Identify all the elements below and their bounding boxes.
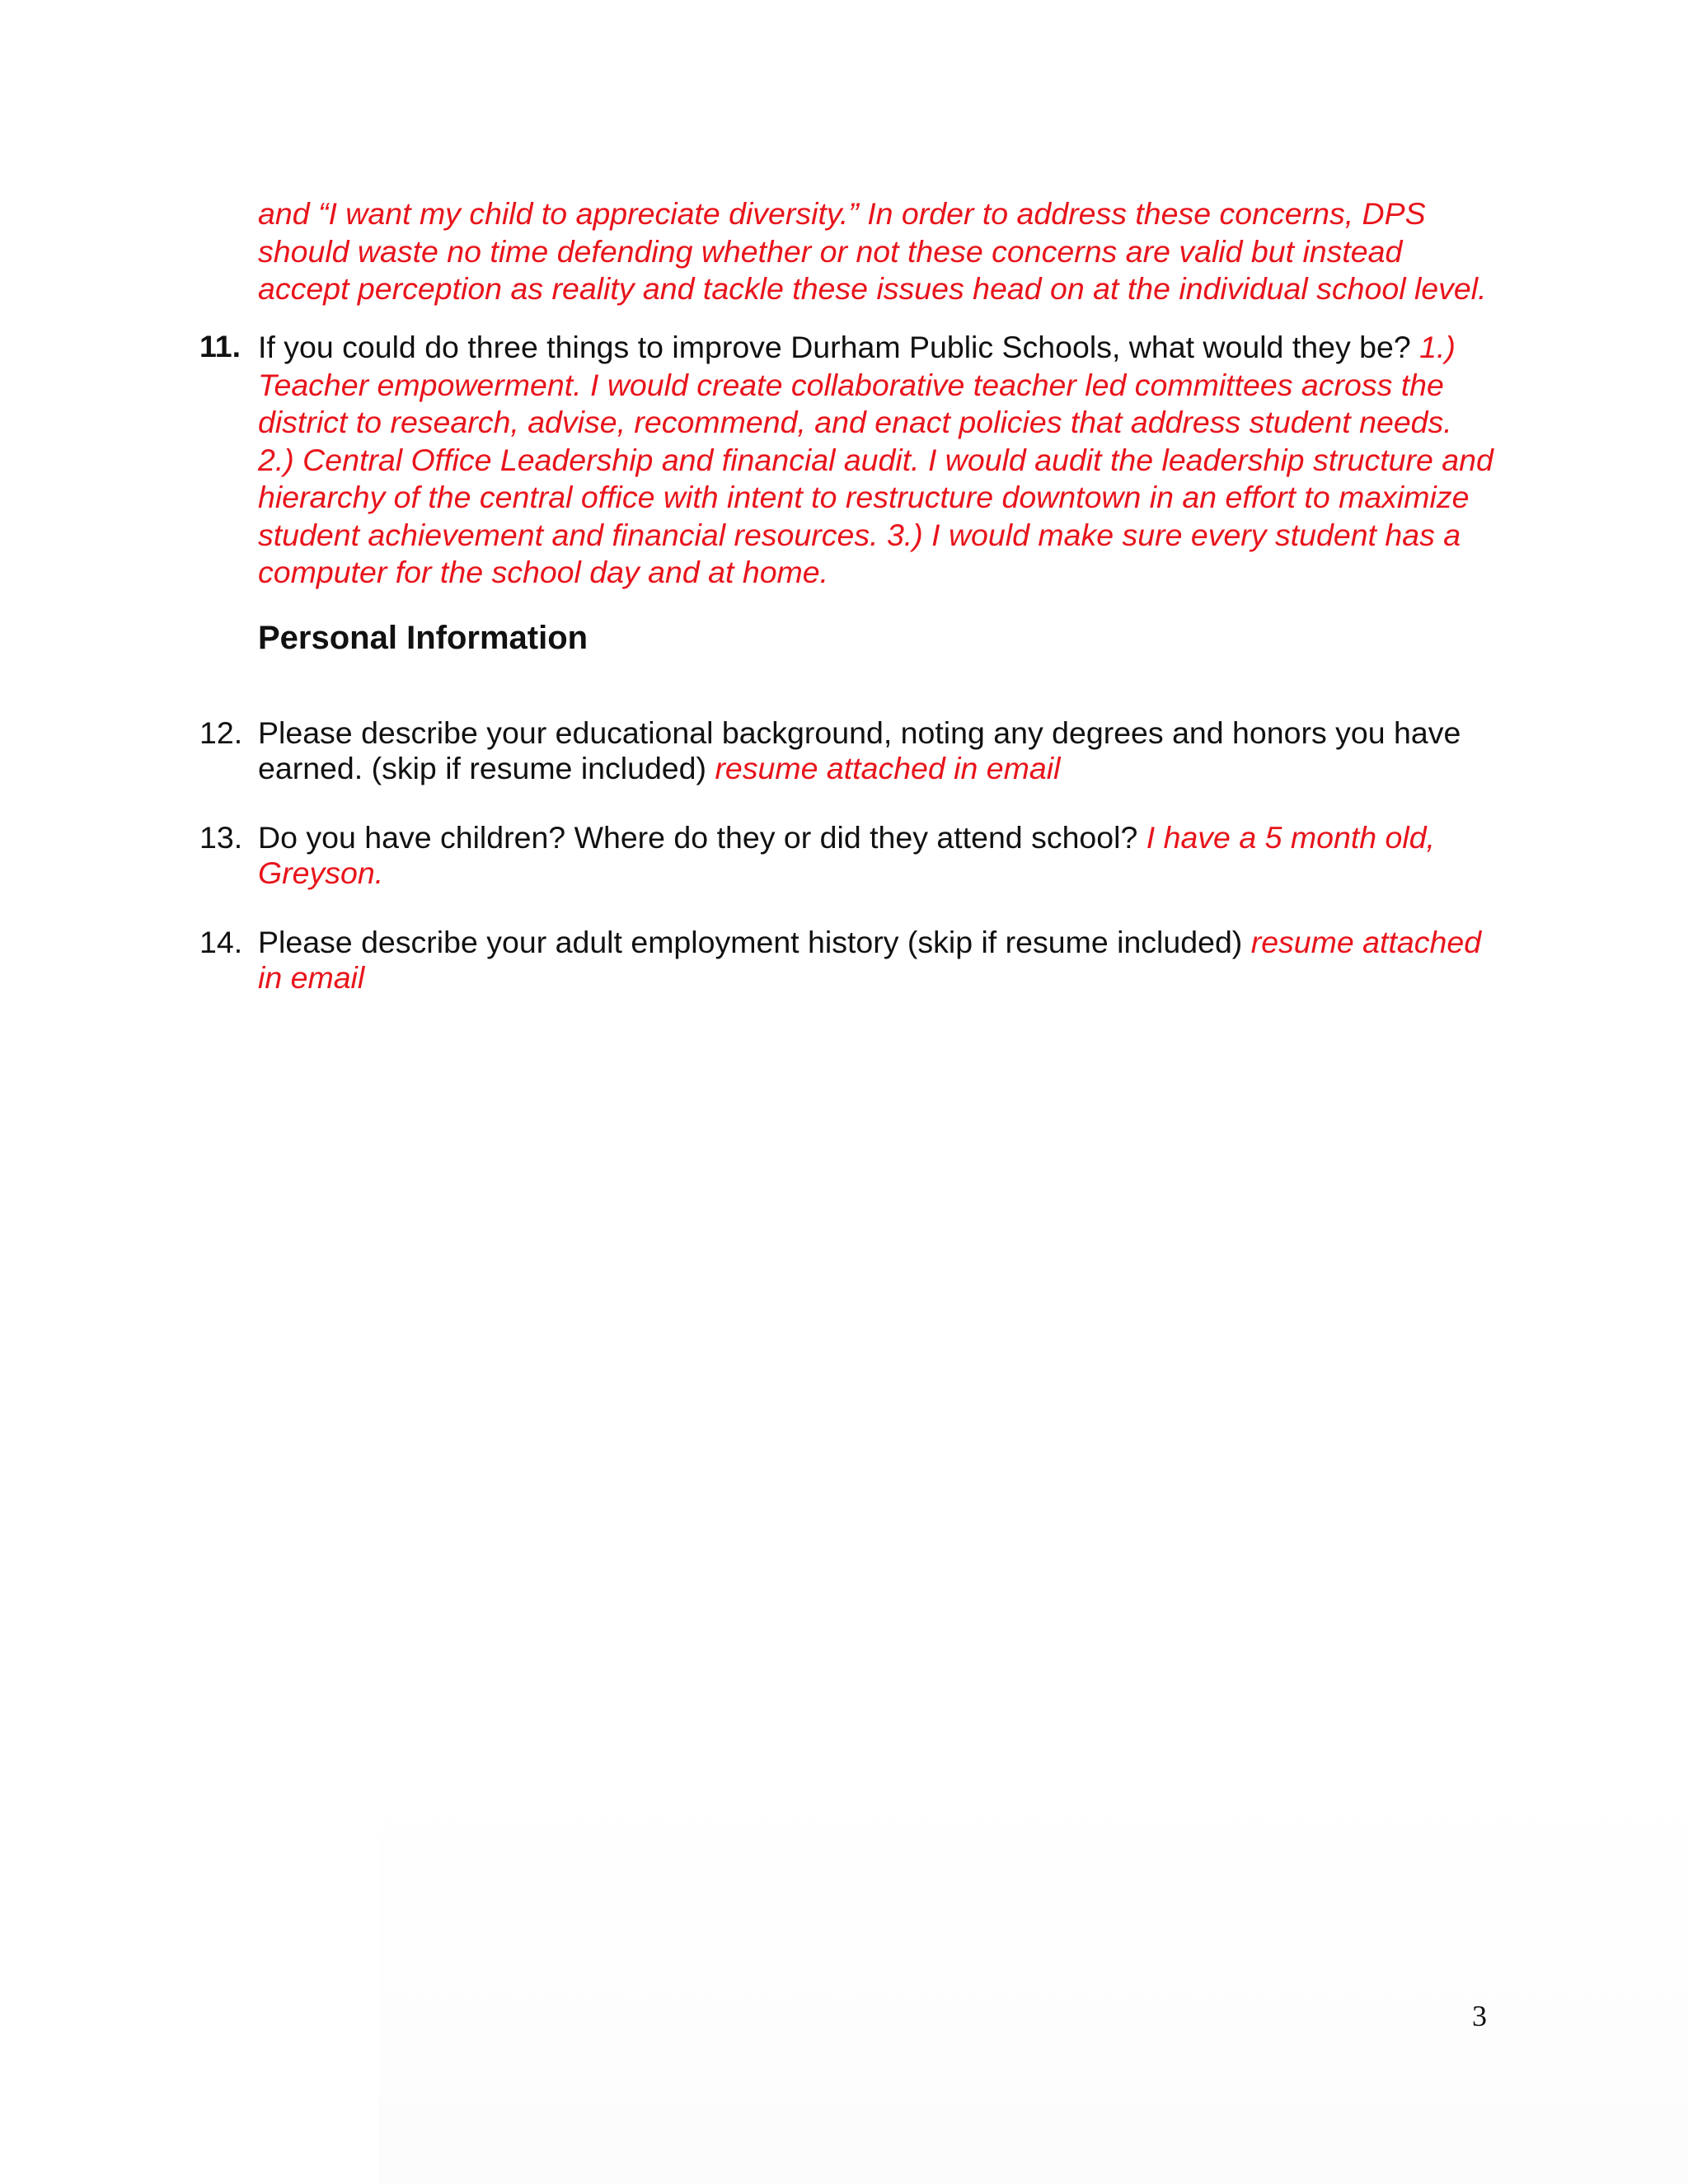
page-number: 3 (1472, 1999, 1487, 2032)
answer-text: I have a 5 month old, Greyson. (258, 820, 1435, 890)
answer-text: resume attached in email (715, 751, 1061, 785)
question-body (258, 925, 1494, 996)
question-text: Please describe your adult employment history (skip if resume included) (258, 925, 1251, 959)
question-text: If you could do three things to improve Durham Public Schools, what would they be? (258, 330, 1420, 364)
question-body (258, 715, 1494, 786)
question-number: 11. (199, 329, 241, 363)
question-number: 12. (199, 715, 243, 750)
question-14 (199, 925, 1502, 996)
answer-text: 1.) Teacher empowerment. I would create collaborative teacher led committees across the district to research, advise, recommend, and enact policies that address student needs. 2.) Central Office Leadership and financial audit. I would audit the leadership structure and hierarchy of the central office with intent to restructure downtown in an effort to maximize student achievement and financial resources. 3.) I would make sure every student has a computer for the school day and at home. (258, 330, 1493, 589)
question-12 (199, 715, 1502, 786)
continuation-answer: and “I want my child to appreciate diversity.” In order to address these concerns, DPS should waste no time defending whether or not these concerns are valid but instead accept perception as reality and tackle these issues head on at the individual school level. (258, 196, 1487, 306)
question-body (258, 329, 1494, 592)
question-number: 13. (199, 820, 243, 855)
section-heading: Personal Information (258, 620, 588, 656)
question-13 (199, 820, 1502, 891)
question-11 (199, 329, 1502, 592)
page-shading (379, 1772, 1688, 2184)
question-number: 14. (199, 925, 243, 959)
question-body (258, 820, 1494, 891)
question-text: Please describe your educational background, noting any degrees and honors you have earned. (skip if resume included) (258, 715, 1461, 785)
answer-text: resume attached in email (258, 925, 1482, 995)
question-text: Do you have children? Where do they or did they attend school? (258, 820, 1146, 855)
